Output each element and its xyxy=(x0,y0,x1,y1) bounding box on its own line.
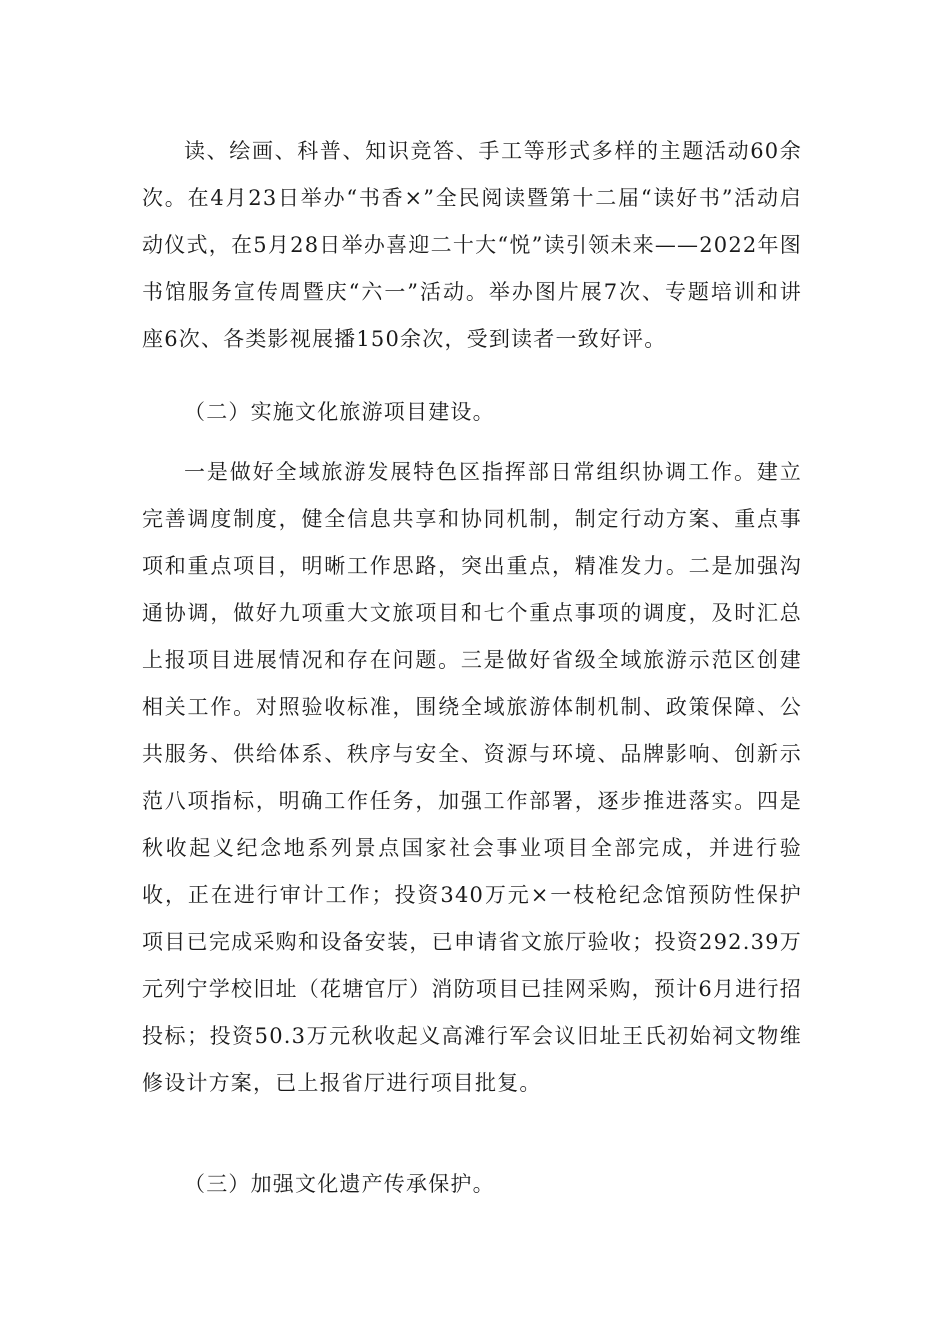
body-paragraph-activities: 读、绘画、科普、知识竞答、手工等形式多样的主题活动60余次。在4月23日举办“书香×”全民阅读暨第十二届“读好书”活动启动仪式，在5月28日举办喜迎二十大“悦”读引领未来——2022年图书馆服务宣传周暨庆“六一”活动。举办图片展7次、专题培训和讲座6次、各类影视展播150余次，受到读者一致好评。 xyxy=(142,139,802,351)
body-paragraph-tourism-projects: 一是做好全域旅游发展特色区指挥部日常组织协调工作。建立完善调度制度，健全信息共享和协同机制，制定行动方案、重点事项和重点项目，明晰工作思路，突出重点，精准发力。二是加强沟通协调，做好九项重大文旅项目和七个重点事项的调度，及时汇总上报项目进展情况和存在问题。三是做好省级全域旅游示范区创建相关工作。对照验收标准，围绕全域旅游体制机制、政策保障、公共服务、供给体系、秩序与安全、资源与环境、品牌影响、创新示范八项指标，明确工作任务，加强工作部署，逐步推进落实。四是秋收起义纪念地系列景点国家社会事业项目全部完成，并进行验收，正在进行审计工作；投资340万元×一枝枪纪念馆预防性保护项目已完成采购和设备安装，已申请省文旅厅验收；投资292.39万元列宁学校旧址（花塘官厅）消防项目已挂网采购，预计6月进行招投标；投资50.3万元秋收起义高滩行军会议旧址王氏初始祠文物维修设计方案，已上报省厅进行项目批复。 xyxy=(142,460,802,1095)
section-heading-heritage-protection: （三）加强文化遗产传承保护。 xyxy=(184,1172,495,1196)
section-heading-tourism-projects: （二）实施文化旅游项目建设。 xyxy=(184,400,495,424)
